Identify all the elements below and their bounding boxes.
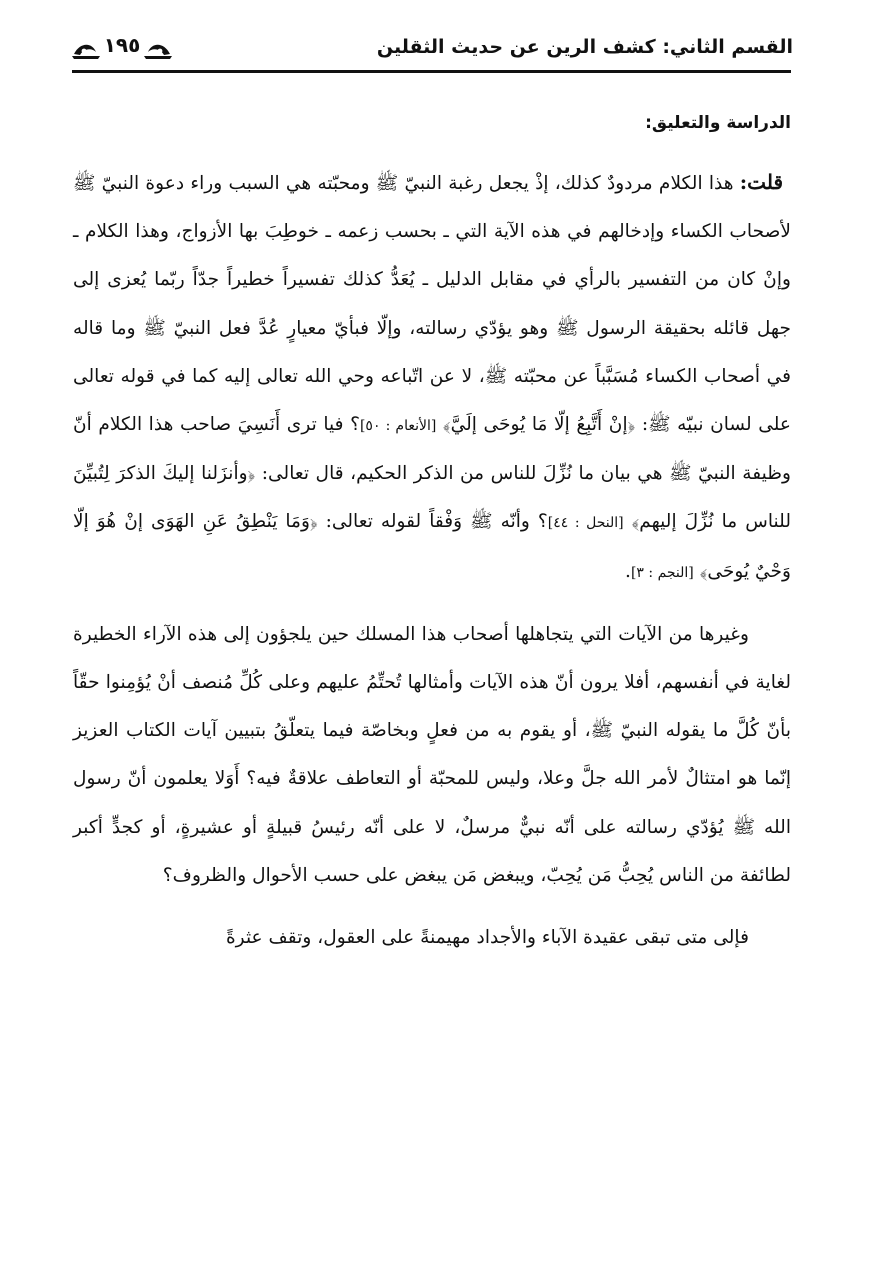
section-heading: الدراسة والتعليق: <box>645 113 791 133</box>
page-number-ornament <box>70 34 174 62</box>
paragraph-3: فإلى متى تبقى عقيدة الآباء والأجداد مهيمنةً على العقول، وتقف عثرةً <box>225 927 749 949</box>
running-title: القسم الثاني: كشف الرين عن حديث الثقلين <box>376 36 793 58</box>
quran-reference: [النحل : ٤٤] <box>547 515 624 532</box>
paragraph-1-text-d: . <box>625 560 631 582</box>
page-header <box>70 32 793 68</box>
paragraph-1 <box>73 158 791 597</box>
page-number: ١٩٥ <box>103 33 141 57</box>
body-text <box>73 158 791 962</box>
paragraph-1-text-a: هذا الكلام مردودٌ كذلك، إذْ يجعل رغبة النبيّ ﷺ ومحبّته هي السبب وراء دعوة النبيّ ﷺ لأصحاب الكساء وإدخالهم في هذه الآية التي ـ بحسب زعمه ـ خوطِبَ بها الأزواج، وهذا الكلام ـ وإنْ كان من التفسير بالرأي في مقابل الدليل ـ يُعَدُّ كذلك تفسيراً خطيراً جدّاً ربّما يُعزى إلى جهل قائله بحقيقة الرسول ﷺ وهو يؤدّي رسالته، وإلّا فبأيّ معيارٍ عُدَّ فعل النبيّ ﷺ وما قاله في أصحاب الكساء مُسَبَّباً عن محبّته ﷺ، لا عن اتّباعه وحي الله تعالى إليه كما في قوله تعالى على لسان نبيّه ﷺ: ﴿إنْ أَتَّبِعُ إلّا مَا يُوحَى إلَيَّ﴾ <box>73 173 791 436</box>
lead-word: قلت: <box>739 170 783 194</box>
quran-reference: [الأنعام : ٥٠] <box>359 418 437 435</box>
paragraph-2: وغيرها من الآيات التي يتجاهلها أصحاب هذا المسلك حين يلجؤون إلى هذه الآراء الخطيرة لغاية في أنفسهم، أفلا يرون أنّ هذه الآيات وأمثالها تُحتِّمُ عليهم وعلى كُلِّ مُنصف أنْ يُؤمِنوا حقّاً بأنّ كُلَّ ما يقوله النبيّ ﷺ، أو يقوم به من فعلٍ وبخاصّة فيما يتعلّقُ بتبيين آيات الكتاب العزيز إنّما هو امتثالٌ لأمر الله جلَّ وعلا، وليس للمحبّة أو التعاطف علاقةٌ فيه؟ أَوَلا يعلمون أنّ رسول الله ﷺ يُؤدّي رسالته على أنّه نبيٌّ مرسلٌ، لا على أنّه رئيسُ قبيلةٍ أو عشيرةٍ، أو كجدٍّ أكبر لطائفة من الناس يُحِبُّ مَن يُحِبّ، ويبغض مَن يبغض على حسب الأحوال والظروف؟ <box>73 623 791 886</box>
paragraph-1-text-b: ؟ فيا ترى أَنَسِيَ صاحب هذا الكلام أنّ وظيفة النبيّ ﷺ هي بيان ما نُزِّلَ للناس من الذكر الحكيم، قال تعالى: ﴿وأنزَلنا إليكَ الذكرَ لِتُبيِّنَ للناس ما نُزِّلَ إليهم﴾ <box>73 414 791 533</box>
quran-reference: [النجم : ٣] <box>630 564 694 581</box>
header-divider <box>72 70 791 73</box>
paragraph-1-text-c: ؟ وأنّه ﷺ وَفْقاً لقوله تعالى: ﴿وَمَا يَنْطِقُ عَنِ الهَوَى إنْ هُوَ إلّا وَحْيٌ يُوحَى﴾ <box>73 511 791 582</box>
